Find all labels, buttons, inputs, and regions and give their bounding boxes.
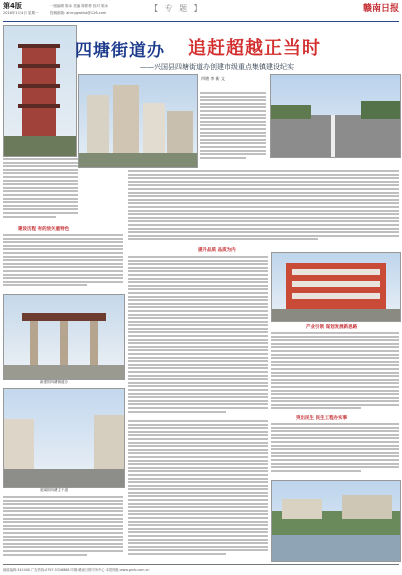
section-topic: 【 专 题 】 [150, 4, 204, 13]
office-building-photo [271, 252, 401, 322]
text-column-5 [128, 256, 268, 416]
text-column-3 [200, 92, 266, 166]
header-rule [3, 21, 399, 22]
page-number: 第4版 [3, 2, 22, 10]
pagoda-photo [3, 25, 77, 157]
section-heading-4: 突出民生 民生工程办实事 [296, 416, 348, 421]
page-header [0, 0, 402, 22]
text-column-7 [128, 420, 268, 560]
caption-gate: 新建的四塘街道办 [40, 380, 68, 384]
riverside-photo [271, 480, 401, 562]
caption-street: 宽阔的四塘主干道 [40, 488, 68, 492]
newspaper-logo: 赣南日报 [362, 4, 399, 14]
headline-part2: 追赶超越正当时 [188, 38, 321, 59]
gate-photo [3, 294, 125, 380]
text-column-6 [271, 332, 399, 412]
text-column-8 [3, 496, 123, 560]
footer-info: 邮政编码:342400 广告热线:0797-5326868 印刷:赣南日报印务中心 本报网址:www.gnrb.com.cn [3, 568, 150, 572]
road-photo [270, 74, 401, 158]
section-heading-1: 建设历程 有的放矢重特色 [18, 227, 70, 232]
street-photo [3, 388, 125, 488]
text-column-1 [3, 158, 78, 224]
text-column-2 [3, 234, 123, 292]
text-column-9 [271, 423, 399, 477]
headline-part1: 四塘街道办 [75, 41, 165, 61]
submission-email: 投稿邮箱: ahrcygwhbz@126.com [50, 11, 107, 15]
section-heading-3: 产业引领 谋划发展新思路 [306, 325, 358, 330]
footer-rule [3, 564, 399, 565]
editor-line: 一版编辑 陈冰 美编 陈彬彬 校对 陈冰 [50, 4, 109, 8]
buildings-photo [78, 74, 198, 168]
text-column-4 [128, 170, 399, 244]
section-heading-2: 提升品质 品质为内 [198, 248, 236, 253]
byline: 四塘 李 新 文 [201, 76, 225, 81]
publish-date: 2016年1月4日 星期一 [3, 11, 39, 15]
headline-subtitle: ——兴国县四塘街道办创建市级重点集镇建设纪实 [140, 63, 294, 71]
